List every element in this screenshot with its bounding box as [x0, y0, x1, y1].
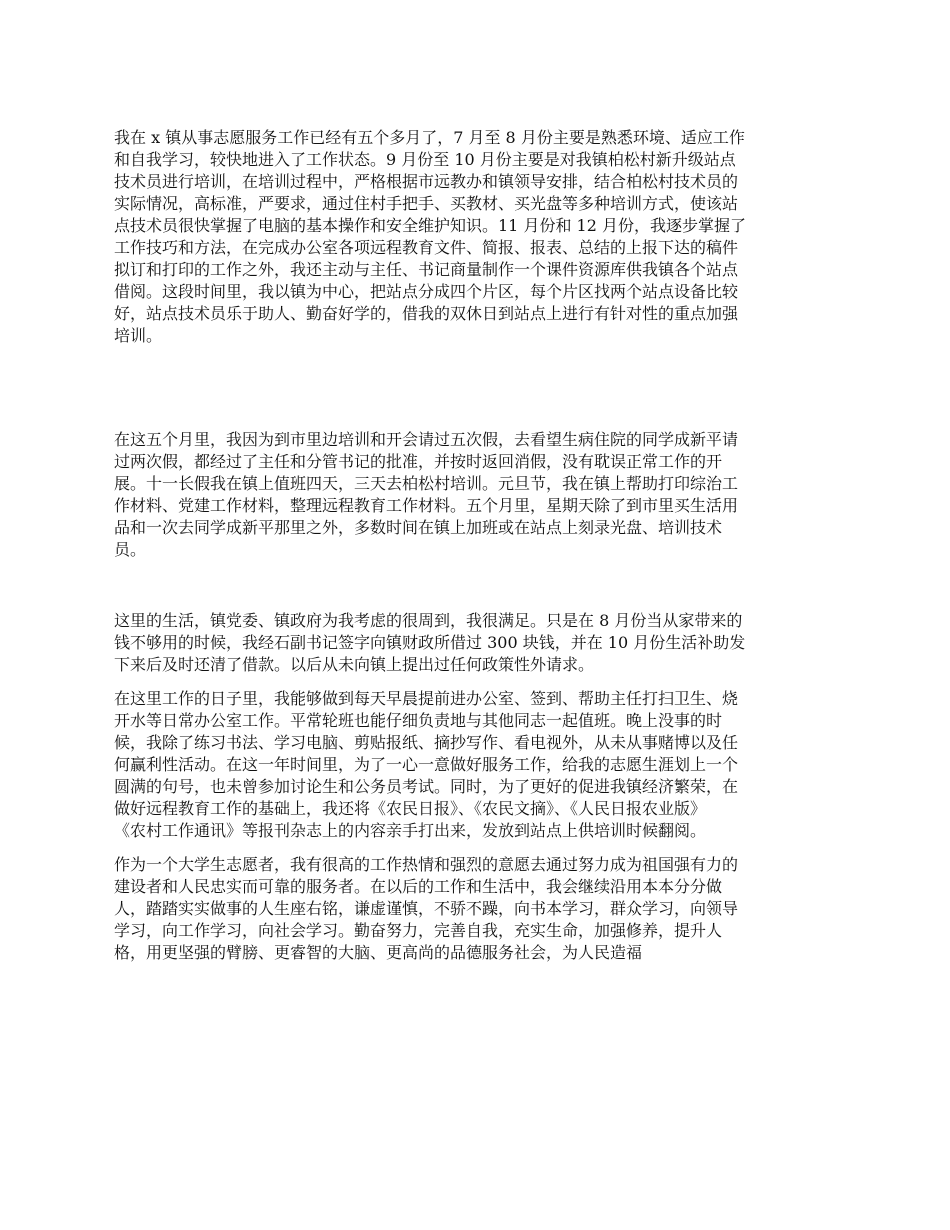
paragraph-daily-work: 在这里工作的日子里，我能够做到每天早晨提前进办公室、签到、帮助主任打扫卫生、烧 开水等日常办公室工作。平常轮班也能仔细负责地与其他同志一起值班。晚上没事的时 候，我除了练习书法、学习电脑、剪贴报纸、摘抄写作、看电视外，从未从事赌博以及任 何赢利性活动。在这一年时间里，为了一心一意做好服务工作，给我的志愿生涯划上一个 圆满的句号，也未曾参加讨论生和公务员考试。同时，为了更好的促进我镇经济繁荣，在 做好远程教育工作的基础上，我还将《农民日报》、《农民文摘》、《人民日报农业版》 《农村工作通讯》等报刊杂志上的内容亲手打出来，发放到站点上供培训时候翻阅。	[114, 689, 739, 840]
paragraph-aspiration: 作为一个大学生志愿者，我有很高的工作热情和强烈的意愿去通过努力成为祖国强有力的 建设者和人民忠实而可靠的服务者。在以后的工作和生活中，我会继续沿用本本分分做 人，踏踏实实做事的人生座右铭，谦虚谨慎，不骄不躁，向书本学习，群众学习，向领导 学习，向工作学习，向社会学习。勤奋努力，完善自我，充实生命，加强修养，提升人 格，用更坚强的臂膀、更睿智的大脑、更高尚的品德服务社会，为人民造福	[114, 855, 739, 962]
paragraph-living: 这里的生活，镇党委、镇政府为我考虑的很周到，我很满足。只是在 8 月份当从家带来的 钱不够用的时候，我经石副书记签字向镇财政所借过 300 块钱，并在 10 月份生活补助发 下来后及时还清了借款。以后从未向镇上提出过任何政策性外请求。	[114, 611, 746, 674]
paragraph-attendance: 在这五个月里，我因为到市里边培训和开会请过五次假，去看望生病住院的同学成新平请 过两次假，都经过了主任和分管书记的批准，并按时返回消假，没有耽误正常工作的开 展。十一长假我在镇上值班四天，三天去柏松村培训。元旦节，我在镇上帮助打印综治工 作材料、党建工作材料，整理远程教育工作材料。五个月里，星期天除了到市里买生活用 品和一次去同学成新平那里之外，多数时间在镇上加班或在站点上刻录光盘、培训技术 员。	[114, 430, 739, 559]
paragraph-work-overview: 我在 x 镇从事志愿服务工作已经有五个多月了，7 月至 8 月份主要是熟悉环境、适应工作 和自我学习，较快地进入了工作状态。9 月份至 10 月份主要是对我镇柏松村新升级站点 技术员进行培训，在培训过程中，严格根据市远教办和镇领导安排，结合柏松村技术员的 实际情况，高标准，严要求，通过住村手把手、买教材、买光盘等多种培训方式，使该站 点技术员很快掌握了电脑的基本操作和安全维护知识。11 月份和 12 月份，我逐步掌握了 工作技巧和方法，在完成办公室各项远程教育文件、简报、报表、总结的上报下达的稿件 拟订和打印的工作之外，我还主动与主任、书记商量制作一个课件资源库供我镇各个站点 借阅。这段时间里，我以镇为中心，把站点分成四个片区，每个片区找两个站点设备比较 好，站点技术员乐于助人、勤奋好学的，借我的双休日到站点上进行有针对性的重点加强 培训。	[114, 128, 746, 345]
